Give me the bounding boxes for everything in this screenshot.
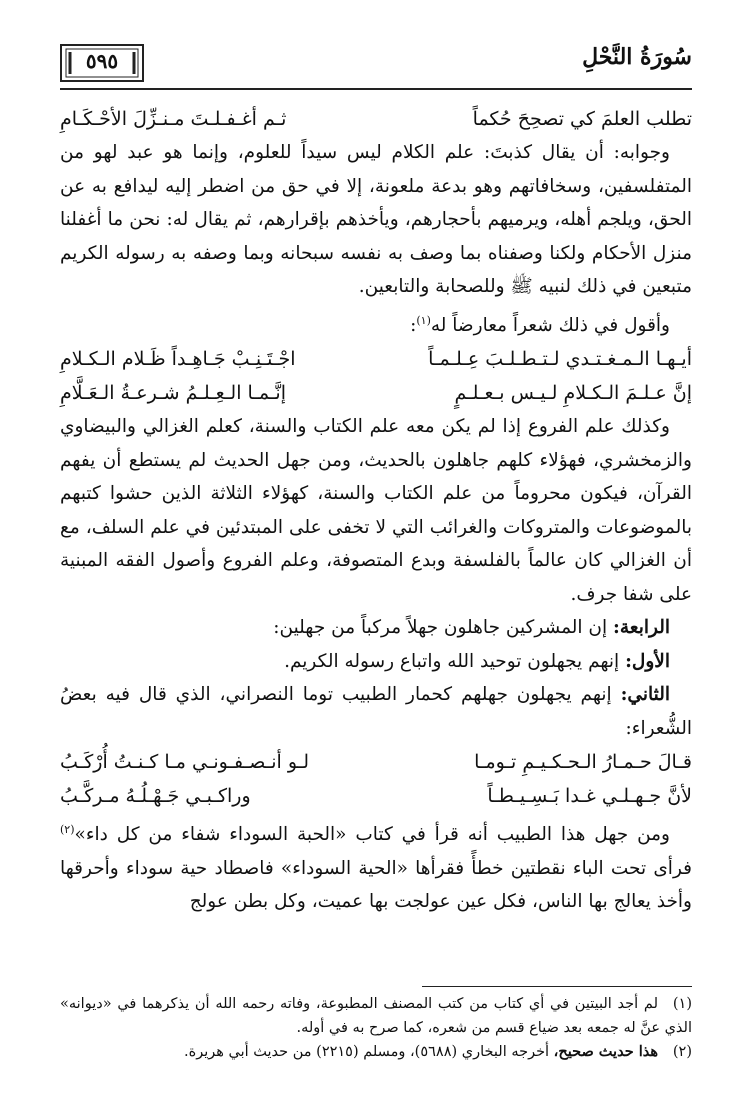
paragraph: وكذلك علم الفروع إذا لم يكن معه علم الكتاب والسنة، كعلم الغزالي والبيضاوي والزمخشري، فهؤلاء كلهم جاهلون بالحديث، ومن جهل الحديث لم يستطع أن يفهم القرآن، فيكون محروماً من علم الكتاب والسنة، كهؤلاء الثلاثة الذين حشوا كتبهم بالموضوعات والمتروكات والغرائب التي لا تخفى على المبتدئين في علم السلف، مع أن الغزالي كان عالماً بالفلسفة وبدع المتصوفة، وعلم الفروع وأصول الفقه المبنية على شفا جرف. [60, 416, 692, 605]
paragraph [60, 813, 692, 919]
verse-hemistich-first: أيـهـا الـمـغـتـدي لـتـطـلـبَ عِـلـمـاً [428, 348, 692, 371]
point-label: الأول: [625, 650, 670, 672]
footnotes [60, 992, 692, 1064]
verse-hemistich-first: تطلب العلمَ كي تصحِحَ حُكماً [472, 108, 692, 130]
verse-hemistich-second: اجْـتَـنِـبْ جَـاهِـداً ظَـلام الـكـلامِ [60, 348, 296, 371]
paragraph [60, 304, 692, 343]
verse-hemistich-second: ثـم أغـفـلـتَ مـنـزِّلَ الأحْـكَـامِ [60, 108, 287, 130]
footnote-text: لم أجد البيتين في أي كتاب من كتب المصنف المطبوعة، وفاته رحمه الله أن يذكرهما في «ديوانه» الذي عنَّ له جمعه بعد ضياع قسم من شعره، كما صرح به في أوله. [60, 996, 692, 1036]
verse-line [60, 342, 692, 376]
verse-line [60, 779, 692, 813]
paragraph-text: إنهم يجهلون جهلهم كحمار الطبيب توما النصراني، الذي قال فيه بعضُ الشُّعراء: [60, 684, 692, 739]
main-text [60, 102, 692, 919]
paragraph-text: إنهم يجهلون توحيد الله واتباع رسوله الكريم. [284, 650, 620, 672]
footnote-ref: (٢) [60, 823, 75, 837]
footnote-text: أخرجه البخاري (٥٦٨٨)، ومسلم (٢٢١٥) من حديث أبي هريرة. [184, 1044, 554, 1060]
verse-hemistich-first: لأنَّ جـهـلـي غـدا بَـسِـيـطـاً [487, 785, 692, 808]
page-header [60, 40, 692, 90]
header-divider [60, 88, 692, 90]
verse-hemistich-second: إنَّـمـا الـعِـلـمُ شـرعـةُ الـعَـلَّامِ [60, 382, 286, 405]
paragraph [60, 645, 692, 679]
verse-line [60, 376, 692, 410]
paragraph-text: : [410, 314, 417, 336]
verse-line [60, 745, 692, 779]
paragraph-text: وأقول في ذلك شعراً معارضاً له [430, 314, 670, 336]
footnote-marker: (١) [672, 996, 692, 1012]
page-number-frame [60, 44, 144, 82]
point-label: الثاني: [620, 684, 670, 706]
point-label: الرابعة: [613, 617, 670, 639]
footnote-marker: (٢) [672, 1044, 692, 1060]
surah-title: سُورَةُ النَّحْلِ [582, 44, 692, 70]
paragraph [60, 611, 692, 645]
verse-hemistich-first: قـالَ حـمـارُ الـحـكـيـمِ تـومـا [474, 751, 692, 774]
paragraph [60, 678, 692, 745]
verse-hemistich-second: لـو أنـصـفـونـي مـا كـنـتُ أُرْكَـبُ [60, 751, 310, 774]
footnote-divider [422, 986, 692, 987]
footnote-bold-text: هذا حديث صحيح، [553, 1043, 658, 1060]
footnote [60, 992, 692, 1040]
paragraph-text: ومن جهل هذا الطبيب أنه قرأ في كتاب «الحبة السوداء شفاء من كل داء» [74, 824, 670, 846]
footnote [60, 1040, 692, 1064]
verse-hemistich-second: وراكـبـي جَـهْـلُـهُ مـركَّـبُ [60, 785, 251, 808]
paragraph: وجوابه: أن يقال كذبتَ: علم الكلام ليس سيداً للعلوم، وإنما هو عبد لهو من المتفلسفين، وسخافاتهم وهو بدعة ملعونة، إلا في حق من اضطر إليه ليدافع به عن الحق، ويلجم أهله، ويرميهم بأحجارهم، ويأخذهم بإقرارهم، ثم يقال له: نحن ما أغفلنا منزل الأحكام ولكنا وصفناه بما وصف به نفسه سبحانه وبما وصفه به رسوله الكريم متبعين في ذلك لنبيه ﷺ وللصحابة والتابعين. [60, 142, 692, 297]
paragraph-text: إن المشركين جاهلون جهلاً مركباً من جهلين: [273, 617, 608, 639]
page-number: ٥٩٥ [85, 49, 119, 73]
footnote-ref: (١) [416, 313, 431, 327]
verse-line [60, 102, 692, 136]
verse-hemistich-first: إنَّ عـلـمَ الـكـلامِ لـيـس بـعـلـمٍ [454, 382, 692, 405]
paragraph-text: فرأى تحت الباء نقطتين خطأً فقرأها «الحية السوداء» فاصطاد حية سوداء وأحرقها وأخذ يعالج بها الناس، فكل عين عولجت بها عميت، وكل بطن عولج [60, 857, 692, 913]
